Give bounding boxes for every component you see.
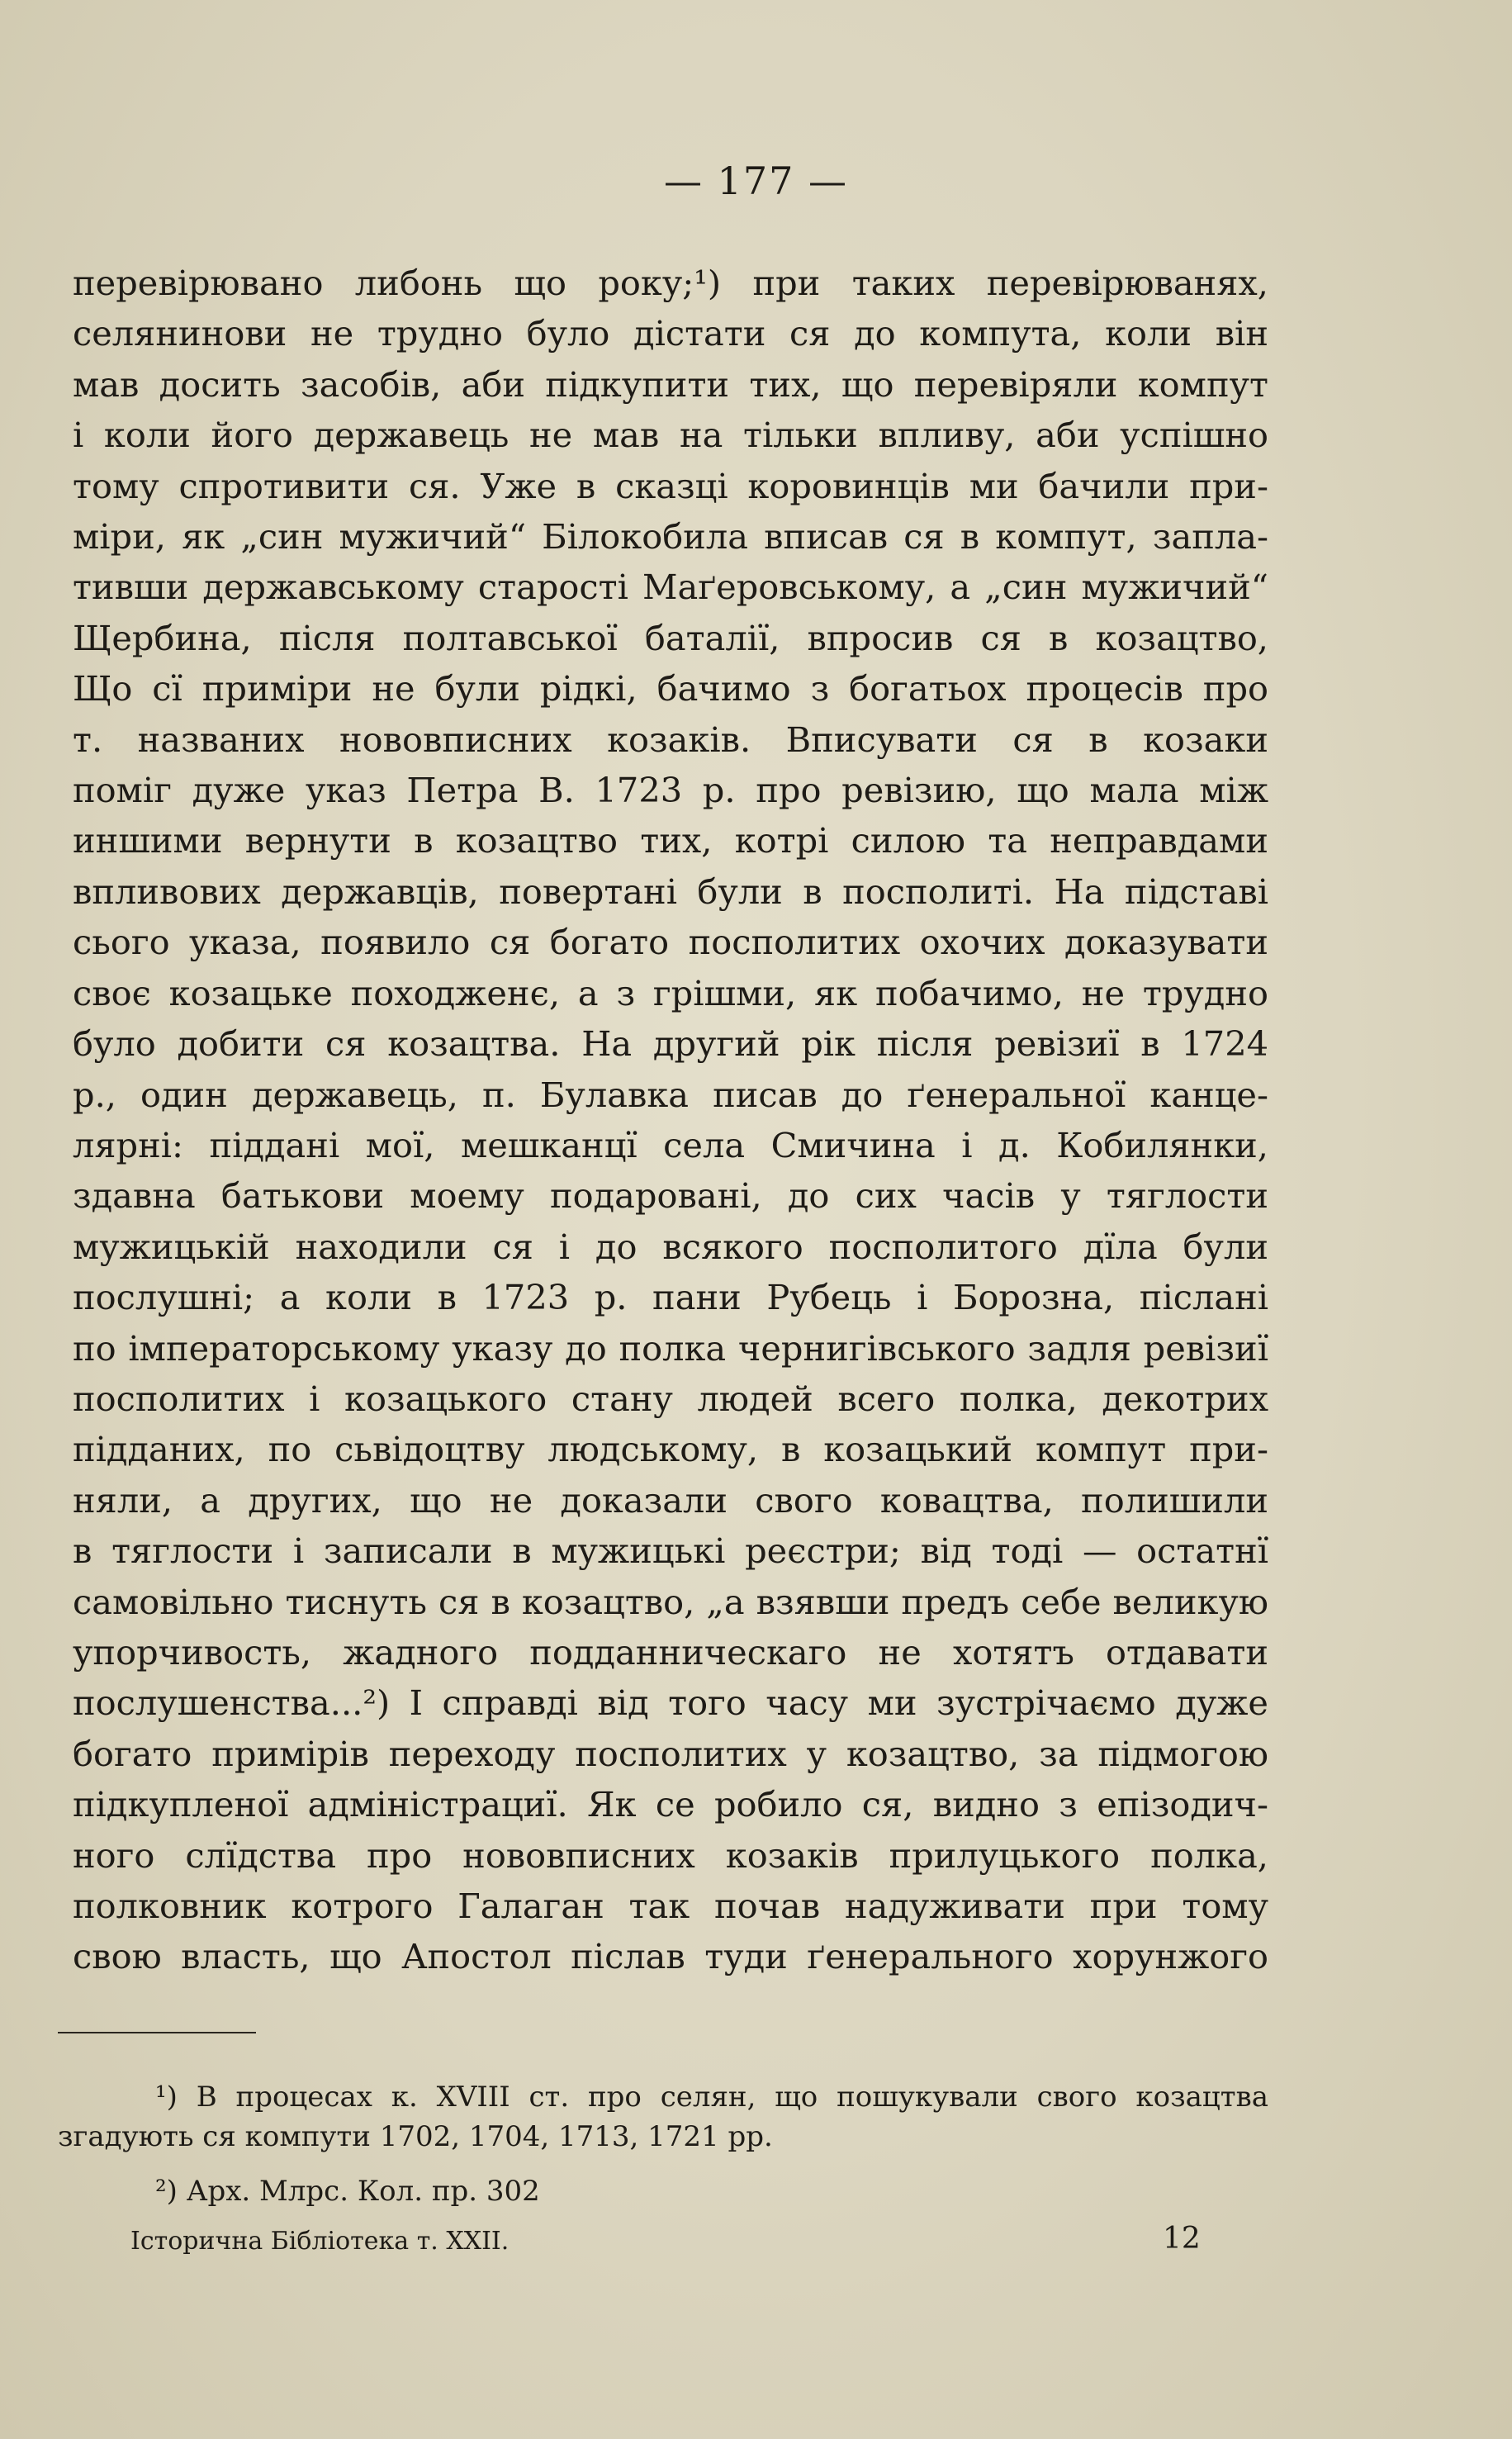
body-line: селянинови не трудно було дістати ся до компута, коли він bbox=[73, 313, 1268, 354]
page-number: — 177 — bbox=[663, 159, 849, 203]
footnote-1-line-2: згадують ся компути 1702, 1704, 1713, 1721 рр. bbox=[58, 2120, 773, 2153]
body-line: по імператорському указу до полка чернигівського задля ревізиї bbox=[73, 1327, 1268, 1369]
body-line: упорчивость, жадного подданническаго не хотятъ отдавати bbox=[73, 1631, 1268, 1673]
body-line: і коли його державець не мав на тільки впливу, аби успішно bbox=[73, 415, 1268, 456]
body-line: підданих, по сьвідоцтву людському, в козацький компут при- bbox=[73, 1429, 1268, 1470]
body-line: послушні; а коли в 1723 р. пани Рубець і Борозна, післані bbox=[73, 1277, 1268, 1318]
body-text bbox=[73, 258, 1268, 1982]
body-line: впливових державців, повертані були в посполиті. На підставі bbox=[73, 871, 1268, 912]
body-line: тому спротивити ся. Уже в сказці коровинців ми бачили при- bbox=[73, 465, 1268, 506]
body-line: Що сї приміри не були рідкі, бачимо з богатьох процесів про bbox=[73, 668, 1268, 709]
body-line: міри, як „син мужичий“ Білокобила вписав ся в компут, запла- bbox=[73, 516, 1268, 558]
body-line: тивши державському старості Маґеровському, а „син мужичий“ bbox=[73, 567, 1268, 608]
body-line: богато примірів переходу посполитих у козацтво, за підмогою bbox=[73, 1733, 1268, 1774]
body-line: посполитих і козацького стану людей всего полка, декотрих bbox=[73, 1378, 1268, 1419]
body-line: свою власть, що Апостол післав туди ґенерального хорунжого bbox=[73, 1936, 1268, 1977]
body-line: підкупленої адміністрациї. Як се робило ся, видно з епізодич- bbox=[73, 1784, 1268, 1825]
body-line: своє козацьке походженє, а з грішми, як побачимо, не трудно bbox=[73, 972, 1268, 1013]
body-line: мав досить засобів, аби підкупити тих, що перевіряли компут bbox=[73, 363, 1268, 405]
body-line: поміг дуже указ Петра В. 1723 р. про ревізию, що мала між bbox=[73, 770, 1268, 811]
body-line: иншими вернути в козацтво тих, котрі силою та неправдами bbox=[73, 820, 1268, 861]
body-line: сього указа, появило ся богато посполитих охочих доказувати bbox=[73, 922, 1268, 963]
printer-signature-mark: 12 bbox=[1163, 2222, 1201, 2256]
body-line: самовільно тиснуть ся в козацтво, „а взявши предъ себе великую bbox=[73, 1581, 1268, 1622]
footnotes bbox=[58, 2077, 1268, 2211]
body-line: в тяглости і записали в мужицькі реєстри; від тоді — остатнї bbox=[73, 1530, 1268, 1572]
body-line: полковник котрого Галаган так почав надуживати при тому bbox=[73, 1886, 1268, 1926]
body-line: р., один державець, п. Булавка писав до ґенеральної канце- bbox=[73, 1074, 1268, 1115]
footnote-2: ²) Арх. Млрс. Кол. пр. 302 bbox=[155, 2175, 540, 2208]
body-line: лярні: піддані мої, мешканцї села Смичина і д. Кобилянки, bbox=[73, 1124, 1268, 1165]
footnote-1-line-1: ¹) В процесах к. XVIII ст. про селян, що пошукували свого козацтва bbox=[155, 2081, 1268, 2114]
body-line: перевірювано либонь що року;¹) при таких перевірюванях, bbox=[73, 263, 1268, 303]
body-line: здавна батькови моему подаровані, до сих часів у тяглости bbox=[73, 1175, 1268, 1217]
body-line: послушенства...²) І справді від того часу ми зустрічаємо дуже bbox=[73, 1682, 1268, 1724]
series-title: Історична Бібліотека т. XXII. bbox=[130, 2227, 510, 2256]
footnote-separator bbox=[58, 2032, 256, 2033]
body-line: мужицькій находили ся і до всякого посполитого дїла були bbox=[73, 1226, 1268, 1267]
body-line: т. названих нововписних козаків. Вписувати ся в козаки bbox=[73, 719, 1268, 760]
body-line: ного слїдства про нововписних козаків прилуцького полка, bbox=[73, 1834, 1268, 1876]
body-line: Щербина, після полтавської баталії, впросив ся в козацтво, bbox=[73, 617, 1268, 658]
body-line: няли, а других, що не доказали свого ковацтва, полишили bbox=[73, 1479, 1268, 1521]
body-line: було добити ся козацтва. На другий рік після ревізиї в 1724 bbox=[73, 1023, 1268, 1065]
